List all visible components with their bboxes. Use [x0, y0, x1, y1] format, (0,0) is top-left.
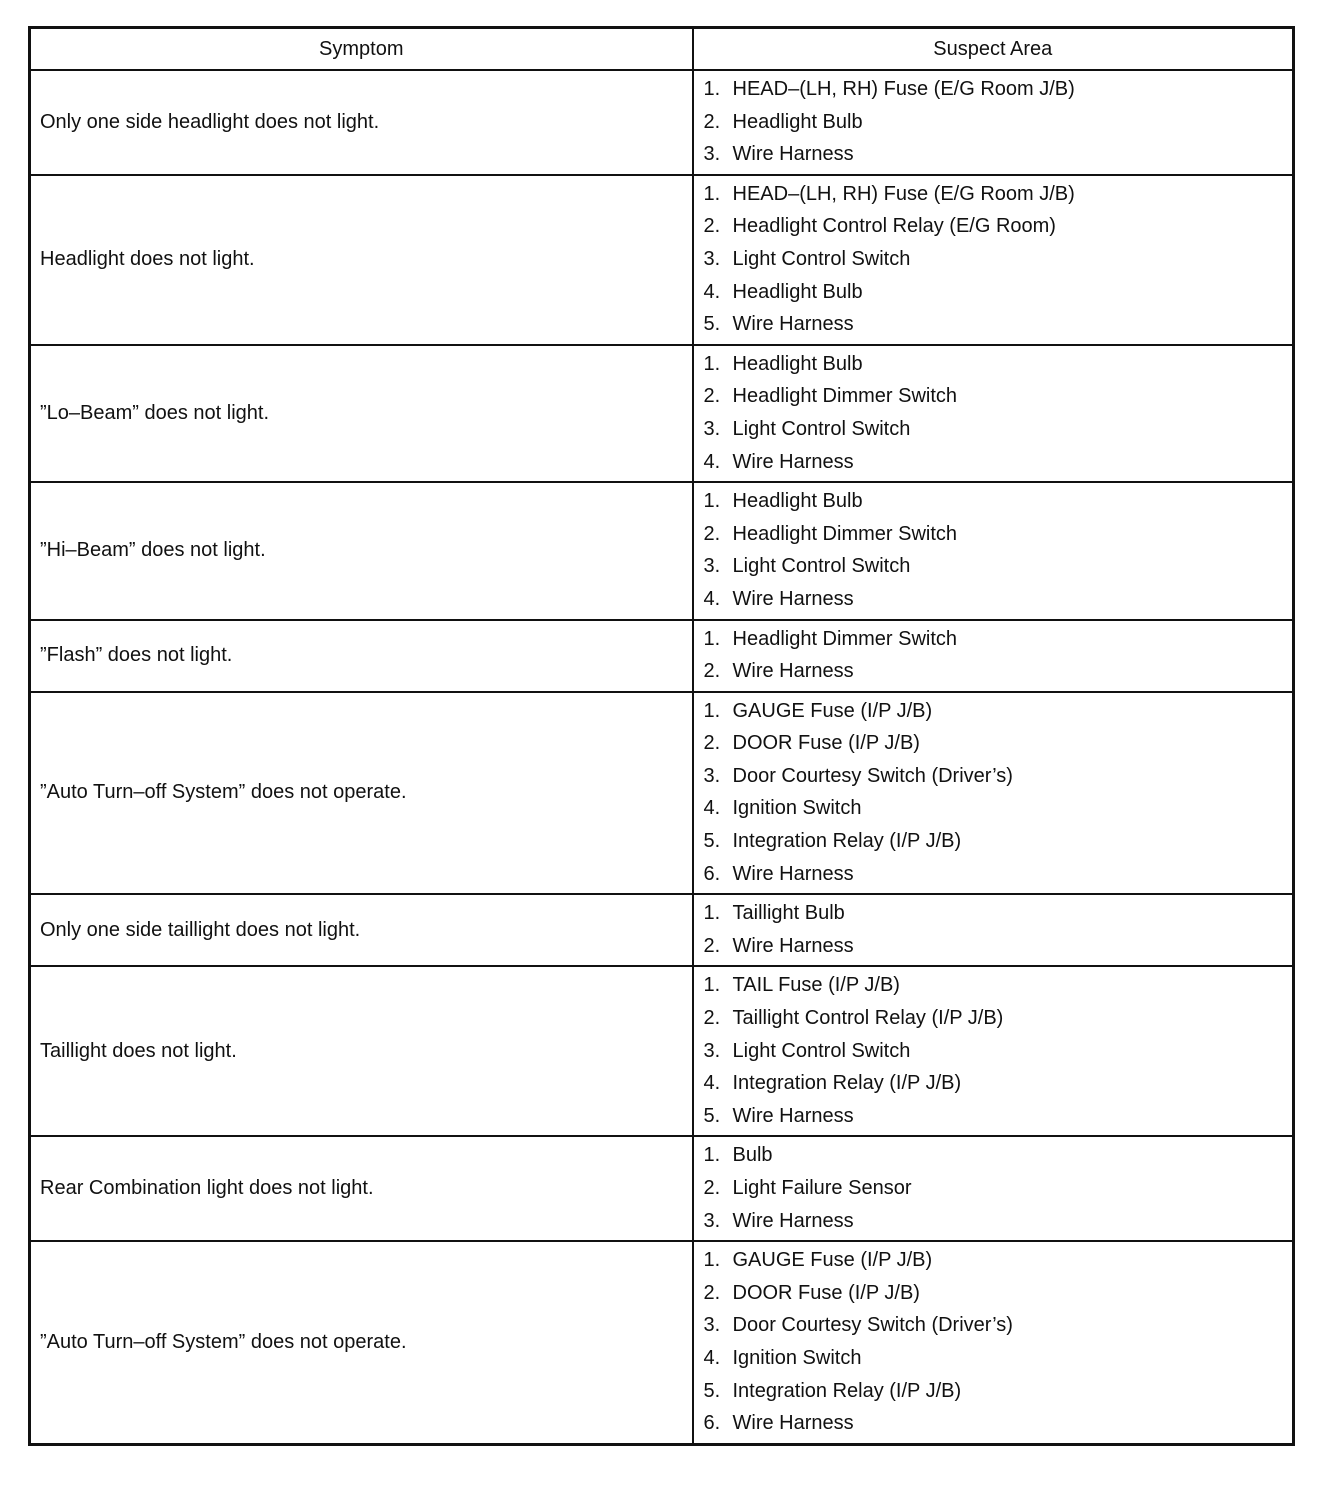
suspect-item	[704, 1375, 1285, 1408]
suspect-item-number: 2.	[703, 732, 721, 755]
suspect-item-label: Light Control Switch	[732, 1039, 911, 1062]
symptom-cell: Only one side headlight does not light.	[30, 70, 693, 175]
symptom-cell: ”Auto Turn–off System” does not operate.	[30, 692, 693, 895]
suspect-item	[704, 1407, 1285, 1440]
suspect-item-number: 1.	[703, 699, 721, 722]
suspect-list	[704, 1244, 1285, 1440]
suspect-item-label: Light Control Switch	[732, 247, 911, 270]
suspect-item-number: 2.	[703, 110, 721, 133]
suspect-item-number: 2.	[703, 385, 721, 408]
suspect-item-label: Wire Harness	[732, 1209, 854, 1232]
suspect-item	[704, 446, 1285, 479]
suspect-item-label: Headlight Bulb	[732, 352, 863, 375]
suspect-item-number: 3.	[703, 1209, 721, 1232]
suspect-item-label: Bulb	[732, 1144, 773, 1167]
suspect-item	[704, 727, 1285, 760]
symptom-cell: Headlight does not light.	[30, 175, 693, 345]
suspect-item-number: 6.	[703, 862, 721, 885]
suspect-item-number: 1.	[703, 490, 721, 513]
suspect-item	[704, 348, 1285, 381]
suspect-area-cell	[693, 70, 1294, 175]
suspect-item-label: Wire Harness	[732, 1104, 854, 1127]
suspect-item-label: DOOR Fuse (I/P J/B)	[732, 1281, 920, 1304]
suspect-item-label: Headlight Dimmer Switch	[732, 385, 958, 408]
suspect-item-label: Taillight Bulb	[732, 902, 845, 925]
suspect-area-cell	[693, 966, 1294, 1136]
suspect-item-number: 3.	[703, 247, 721, 270]
symptom-cell: ”Hi–Beam” does not light.	[30, 482, 693, 619]
suspect-item-label: DOOR Fuse (I/P J/B)	[732, 732, 920, 755]
suspect-item-label: Wire Harness	[732, 934, 854, 957]
table-row	[30, 345, 1294, 482]
suspect-area-cell	[693, 692, 1294, 895]
suspect-item	[704, 623, 1285, 656]
suspect-item	[704, 178, 1285, 211]
suspect-item	[704, 792, 1285, 825]
suspect-list	[704, 348, 1285, 478]
suspect-item-number: 2.	[703, 660, 721, 683]
suspect-area-cell	[693, 345, 1294, 482]
symptom-cell: Only one side taillight does not light.	[30, 894, 693, 966]
suspect-item-number: 3.	[703, 764, 721, 787]
suspect-item	[704, 243, 1285, 276]
suspect-area-cell	[693, 175, 1294, 345]
suspect-list	[704, 695, 1285, 891]
suspect-item-number: 3.	[703, 1314, 721, 1337]
suspect-item	[704, 655, 1285, 688]
suspect-item	[704, 1244, 1285, 1277]
suspect-item-label: Headlight Dimmer Switch	[732, 522, 958, 545]
suspect-item-number: 1.	[703, 352, 721, 375]
suspect-item	[704, 550, 1285, 583]
suspect-item-number: 6.	[703, 1412, 721, 1435]
header-suspect-area: Suspect Area	[693, 28, 1294, 71]
suspect-item	[704, 1309, 1285, 1342]
suspect-item-number: 4.	[703, 1072, 721, 1095]
suspect-item	[704, 858, 1285, 891]
suspect-area-cell	[693, 894, 1294, 966]
suspect-item	[704, 1342, 1285, 1375]
problem-symptoms-table	[28, 26, 1295, 1446]
suspect-item-label: Headlight Bulb	[732, 490, 863, 513]
suspect-item	[704, 760, 1285, 793]
suspect-list	[704, 623, 1285, 688]
suspect-item	[704, 138, 1285, 171]
table-row	[30, 70, 1294, 175]
table-row	[30, 966, 1294, 1136]
suspect-item	[704, 897, 1285, 930]
suspect-item	[704, 1205, 1285, 1238]
suspect-list	[704, 897, 1285, 962]
suspect-item-number: 2.	[703, 1177, 721, 1199]
suspect-item-label: Wire Harness	[732, 313, 854, 336]
table-row	[30, 482, 1294, 619]
table-body	[30, 70, 1294, 1444]
suspect-item-label: HEAD–(LH, RH) Fuse (E/G Room J/B)	[732, 78, 1075, 100]
suspect-item	[704, 1277, 1285, 1310]
suspect-list	[704, 178, 1285, 341]
suspect-item-label: HEAD–(LH, RH) Fuse (E/G Room J/B)	[732, 182, 1075, 205]
suspect-item	[704, 1035, 1285, 1068]
suspect-item	[704, 210, 1285, 243]
suspect-item-label: Wire Harness	[732, 587, 854, 610]
suspect-list	[704, 1139, 1285, 1237]
suspect-item	[704, 485, 1285, 518]
suspect-item	[704, 1100, 1285, 1133]
suspect-item-label: Headlight Bulb	[732, 110, 863, 133]
suspect-item-number: 3.	[703, 1039, 721, 1062]
suspect-item	[704, 1002, 1285, 1035]
suspect-item-number: 4.	[703, 280, 721, 303]
suspect-item-label: Light Control Switch	[732, 555, 911, 578]
suspect-item-number: 1.	[703, 627, 721, 650]
suspect-item	[704, 1139, 1285, 1172]
suspect-item	[704, 695, 1285, 728]
suspect-item-number: 1.	[703, 78, 721, 100]
suspect-item-number: 4.	[703, 797, 721, 820]
suspect-item-label: Wire Harness	[732, 862, 854, 885]
suspect-item-label: Integration Relay (I/P J/B)	[732, 1072, 962, 1095]
suspect-list	[704, 969, 1285, 1132]
suspect-item-number: 3.	[703, 143, 721, 166]
table-row	[30, 1136, 1294, 1241]
table-row	[30, 175, 1294, 345]
suspect-item-label: Wire Harness	[732, 660, 854, 683]
suspect-item-label: GAUGE Fuse (I/P J/B)	[732, 1249, 933, 1272]
symptom-cell: Taillight does not light.	[30, 966, 693, 1136]
suspect-item-number: 3.	[703, 417, 721, 440]
suspect-item-label: Headlight Dimmer Switch	[732, 627, 958, 650]
symptom-cell: ”Auto Turn–off System” does not operate.	[30, 1241, 693, 1444]
suspect-item	[704, 276, 1285, 309]
symptom-cell: ”Lo–Beam” does not light.	[30, 345, 693, 482]
suspect-item-number: 2.	[703, 522, 721, 545]
suspect-item-number: 2.	[703, 1007, 721, 1030]
suspect-item-label: Light Control Switch	[732, 417, 911, 440]
suspect-item-number: 5.	[703, 1379, 721, 1402]
suspect-item-number: 5.	[703, 313, 721, 336]
suspect-item-number: 1.	[703, 1144, 721, 1167]
suspect-item-number: 1.	[703, 974, 721, 997]
suspect-item	[704, 583, 1285, 616]
suspect-area-cell	[693, 482, 1294, 619]
suspect-item-label: GAUGE Fuse (I/P J/B)	[732, 699, 933, 722]
suspect-item-number: 2.	[703, 215, 721, 238]
suspect-item-number: 3.	[703, 555, 721, 578]
header-symptom: Symptom	[30, 28, 693, 71]
suspect-item	[704, 73, 1285, 106]
symptom-cell: ”Flash” does not light.	[30, 620, 693, 692]
suspect-item-number: 2.	[703, 934, 721, 957]
suspect-area-cell	[693, 620, 1294, 692]
suspect-item	[704, 308, 1285, 341]
suspect-item-label: Wire Harness	[732, 143, 854, 166]
suspect-item	[704, 380, 1285, 413]
table-row	[30, 692, 1294, 895]
suspect-item-label: Headlight Bulb	[732, 280, 863, 303]
suspect-item	[704, 1067, 1285, 1100]
table-header-row	[30, 28, 1294, 71]
suspect-list	[704, 73, 1285, 171]
suspect-item	[704, 413, 1285, 446]
suspect-item-label: TAIL Fuse (I/P J/B)	[732, 974, 900, 997]
suspect-item-number: 5.	[703, 1104, 721, 1127]
suspect-item-label: Door Courtesy Switch (Driver’s)	[732, 764, 1013, 787]
suspect-area-cell	[693, 1241, 1294, 1444]
suspect-item-number: 4.	[703, 587, 721, 610]
suspect-item	[704, 825, 1285, 858]
suspect-item-number: 4.	[703, 450, 721, 473]
suspect-item	[704, 969, 1285, 1002]
suspect-item-number: 1.	[703, 1249, 721, 1272]
suspect-item	[704, 518, 1285, 551]
suspect-list	[704, 485, 1285, 615]
suspect-item-label: Taillight Control Relay (I/P J/B)	[732, 1007, 1004, 1030]
suspect-item-number: 1.	[703, 902, 721, 925]
table-row	[30, 1241, 1294, 1444]
suspect-item-label: Integration Relay (I/P J/B)	[732, 830, 962, 853]
suspect-item-label: Door Courtesy Switch (Driver’s)	[732, 1314, 1013, 1337]
troubleshooting-sheet	[28, 26, 1292, 1446]
suspect-item-number: 5.	[703, 830, 721, 853]
symptom-cell: Rear Combination light does not light.	[30, 1136, 693, 1241]
suspect-item	[704, 106, 1285, 139]
suspect-item-number: 1.	[703, 182, 721, 205]
suspect-area-cell	[693, 1136, 1294, 1241]
suspect-item-label: Ignition Switch	[732, 797, 862, 820]
suspect-item	[704, 1172, 1285, 1205]
table-row	[30, 894, 1294, 966]
suspect-item-number: 4.	[703, 1346, 721, 1369]
suspect-item-number: 2.	[703, 1281, 721, 1304]
suspect-item-label: Wire Harness	[732, 450, 854, 473]
suspect-item-label: Integration Relay (I/P J/B)	[732, 1379, 962, 1402]
suspect-item-label: Ignition Switch	[732, 1346, 862, 1369]
suspect-item-label: Light Failure Sensor	[732, 1177, 912, 1199]
suspect-item-label: Wire Harness	[732, 1412, 854, 1435]
suspect-item-label: Headlight Control Relay (E/G Room)	[732, 215, 1056, 238]
table-row	[30, 620, 1294, 692]
suspect-item	[704, 930, 1285, 963]
